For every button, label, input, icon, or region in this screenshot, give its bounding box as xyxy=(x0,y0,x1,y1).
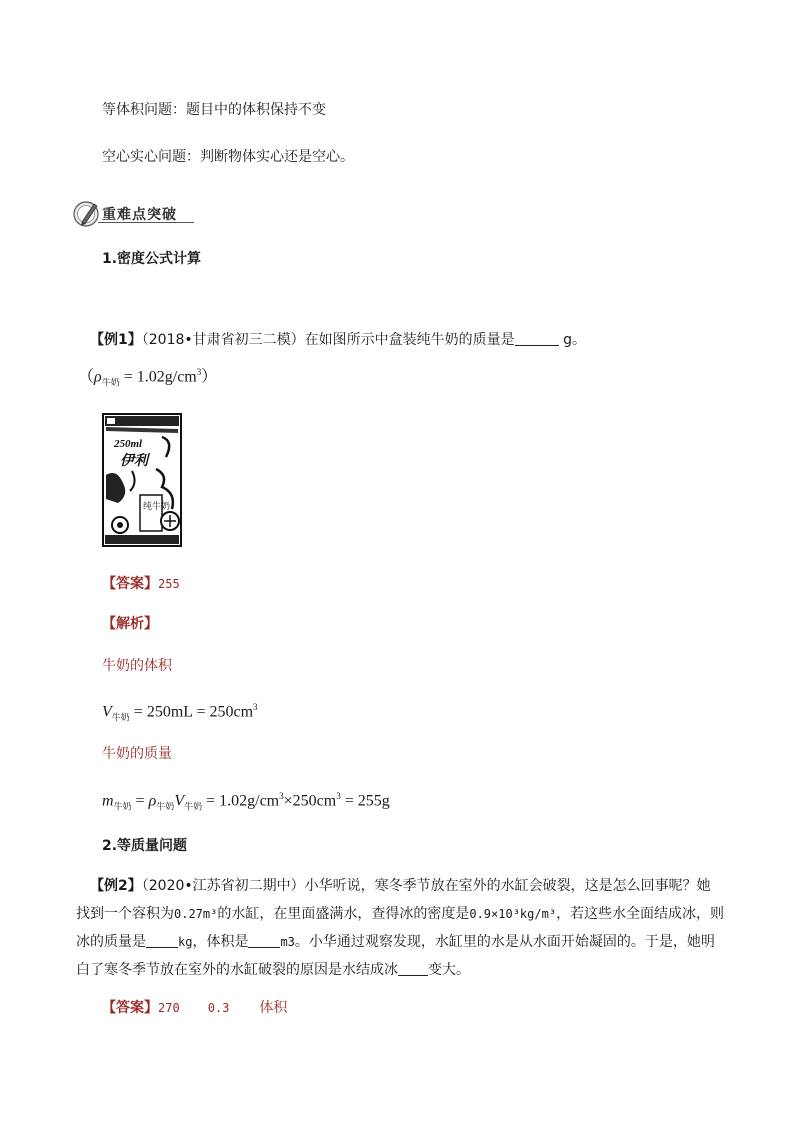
step1-label: 牛奶的体积 xyxy=(102,658,172,674)
carton-product: 纯牛奶 xyxy=(143,502,171,512)
answer2-value-3: 体积 xyxy=(259,1000,288,1016)
example1-unit: g。 xyxy=(558,332,586,348)
example2-line2 xyxy=(76,904,724,924)
given-sub: 牛奶 xyxy=(101,377,120,388)
step1-rest: = 250mL = 250cm xyxy=(129,703,254,721)
step2-sup2: 3 xyxy=(336,791,341,801)
answer1-tag: 【答案】 xyxy=(102,576,158,592)
example2-line1 xyxy=(90,876,711,896)
example1-blank xyxy=(515,331,559,346)
step2-times: ×250cm xyxy=(283,792,337,810)
section-banner xyxy=(72,198,196,230)
analysis-tag: 【解析】 xyxy=(102,616,158,632)
step2-result: = 255g xyxy=(340,792,390,810)
milk-carton-image xyxy=(102,413,182,547)
example1-given-density xyxy=(78,362,217,393)
example2-p1: （2020•江苏省初二期中）小华听说，寒冬季节放在室外的水缸会破裂，这是怎么回事呢？她 xyxy=(141,878,711,894)
pencil-badge-icon xyxy=(72,198,104,230)
example2-p3c: 。小华通过观察发现，水缸里的水是从水面开始凝固的。于是，她明 xyxy=(294,934,715,950)
step2-m: m xyxy=(102,792,114,810)
example2-density: 0.9×10³kg/m³ xyxy=(469,907,557,921)
step2-m-sub: 牛奶 xyxy=(113,801,132,812)
given-sup: 3 xyxy=(196,367,202,377)
answer2-value-2: 0.3 xyxy=(207,1001,230,1015)
step2-sup1: 3 xyxy=(279,791,284,801)
step2-v: V xyxy=(174,792,185,810)
answer2-value-1: 270 xyxy=(158,1001,180,1015)
example2-answer xyxy=(102,998,287,1018)
example2-unit-kg: kg xyxy=(178,935,193,949)
example2-p4a: 白了寒冬季节放在室外的水缸破裂的原因是水结成冰 xyxy=(76,962,398,978)
example2-p3a: 冰的质量是 xyxy=(76,934,146,950)
step2-rho: ρ xyxy=(148,792,157,810)
banner-title: 重难点突破 xyxy=(102,207,177,223)
example2-line4 xyxy=(76,960,470,980)
intro-hollow-solid: 空心实心问题：判断物体实心还是空心。 xyxy=(102,149,354,165)
example2-p2b: 的水缸，在里面盛满水，查得冰的密度是 xyxy=(217,906,470,922)
banner-underline xyxy=(98,222,194,223)
example1-text: （2018•甘肃省初三二模）在如图所示中盒装纯牛奶的质量是 xyxy=(141,332,515,348)
example1-question xyxy=(90,330,586,350)
intro-equal-volume: 等体积问题：题目中的体积保持不变 xyxy=(102,102,326,118)
example2-blank-reason xyxy=(398,961,428,976)
example2-p2c: ，若这些水全面结成冰，则 xyxy=(556,906,725,922)
example2-line3 xyxy=(76,932,715,952)
example2-p3b: ，体积是 xyxy=(192,934,249,950)
example1-answer xyxy=(102,574,180,594)
example2-volume: 0.27m³ xyxy=(174,907,218,921)
example1-tag: 【例1】 xyxy=(90,332,142,348)
carton-volume: 250ml xyxy=(114,438,143,450)
given-open-paren: （ xyxy=(78,368,95,386)
example2-p2a: 找到一个容积为 xyxy=(76,906,174,922)
step2-eq2: = 1.02g/cm xyxy=(202,792,280,810)
given-value: = 1.02g/cm xyxy=(119,368,197,386)
answer1-value: 255 xyxy=(158,577,180,591)
example2-blank-volume xyxy=(248,933,280,948)
section2-heading: 2.等质量问题 xyxy=(102,838,188,854)
example2-tag: 【例2】 xyxy=(90,878,142,894)
step1-var: V xyxy=(102,703,112,721)
step1-formula xyxy=(102,697,258,728)
example2-unit-m3: m3 xyxy=(280,935,295,949)
step2-v-sub: 牛奶 xyxy=(184,801,203,812)
answer2-tag: 【答案】 xyxy=(102,1000,158,1016)
step2-label: 牛奶的质量 xyxy=(102,746,172,762)
step2-formula xyxy=(102,786,390,817)
given-rho: ρ xyxy=(94,368,102,386)
step2-eq1: = xyxy=(131,792,149,810)
section1-heading: 1.密度公式计算 xyxy=(102,251,202,267)
example2-blank-mass xyxy=(146,933,178,948)
carton-brand: 伊利 xyxy=(120,453,148,469)
given-close-paren: ） xyxy=(201,368,218,386)
example2-p4b: 变大。 xyxy=(428,962,470,978)
step1-sub: 牛奶 xyxy=(111,712,130,723)
step1-sup: 3 xyxy=(253,702,258,712)
step2-rho-sub: 牛奶 xyxy=(156,801,175,812)
